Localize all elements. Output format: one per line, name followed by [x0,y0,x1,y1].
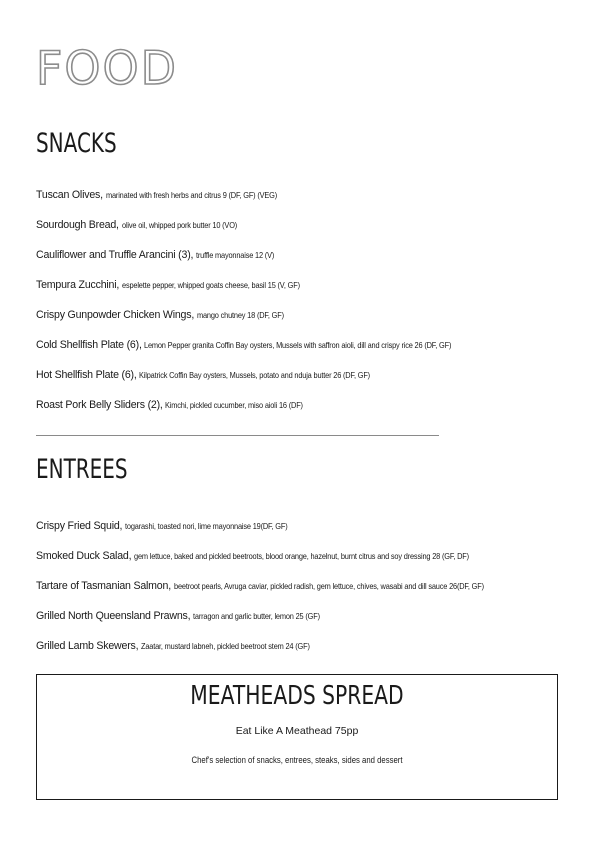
item-name: Tempura Zucchini, [36,279,120,291]
item-name: Tartare of Tasmanian Salmon, [36,580,171,592]
food-logo-graphic [36,44,186,90]
item-desc: Kimchi, pickled cucumber, miso aioli 16 (DF) [165,400,304,410]
snacks-title: SNACKS [36,128,117,159]
item-name: Crispy Fried Squid, [36,520,123,532]
item-desc: espelette pepper, whipped goats cheese, basil 15 (V, GF) [121,280,300,290]
menu-item [36,308,576,338]
menu-item [36,338,576,368]
menu-item [36,278,576,308]
menu-item [36,639,576,669]
item-name: Hot Shellfish Plate (6), [36,369,137,381]
spread-description: Chef's selection of snacks, entrees, steaks, sides and dessert [191,755,403,765]
item-name: Cauliflower and Truffle Arancini (3), [36,249,194,261]
item-name: Crispy Gunpowder Chicken Wings, [36,309,195,321]
snacks-list [36,188,576,428]
spread-title: MEATHEADS SPREAD [190,681,404,711]
menu-item [36,188,576,218]
item-name: Grilled North Queensland Prawns, [36,610,191,622]
menu-item [36,398,576,428]
menu-item [36,609,576,639]
item-desc: Zaatar, mustard labneh, pickled beetroot stem 24 (GF) [141,641,310,651]
item-desc: beetroot pearls, Avruga caviar, pickled radish, gem lettuce, chives, wasabi and dill sauce 26(DF, GF) [173,581,484,591]
meatheads-spread-box [36,674,558,800]
section-divider [36,435,439,436]
entrees-list [36,519,576,669]
spread-subtitle: Eat Like A Meathead 75pp [235,725,359,737]
item-name: Cold Shellfish Plate (6), [36,339,142,351]
item-desc: tarragon and garlic butter, lemon 25 (GF) [193,611,320,621]
menu-item [36,549,576,579]
menu-item [36,218,576,248]
item-name: Tuscan Olives, [36,189,103,201]
item-desc: olive oil, whipped pork butter 10 (VO) [121,220,237,230]
menu-item [36,368,576,398]
item-name: Grilled Lamb Skewers, [36,640,139,652]
item-desc: marinated with fresh herbs and citrus 9 (DF, GF) (VEG) [105,190,277,200]
item-desc: Kilpatrick Coffin Bay oysters, Mussels, potato and nduja butter 26 (DF, GF) [139,370,371,380]
entrees-title: ENTREES [36,454,128,485]
food-logo-text: FOOD [36,44,178,90]
item-name: Smoked Duck Salad, [36,550,132,562]
item-name: Roast Pork Belly Sliders (2), [36,399,163,411]
item-desc: Lemon Pepper granita Coffin Bay oysters, Mussels with saffron aioli, dill and crispy rice 26 (DF, GF) [144,340,452,350]
menu-item [36,579,576,609]
menu-item [36,519,576,549]
item-desc: truffle mayonnaise 12 (V) [196,250,275,260]
item-desc: gem lettuce, baked and pickled beetroots, blood orange, hazelnut, burnt citrus and soy dressing 28 (GF, DF) [134,551,469,561]
food-logo [36,44,186,90]
menu-item [36,248,576,278]
item-desc: togarashi, toasted nori, lime mayonnaise 19(DF, GF) [125,521,288,531]
item-desc: mango chutney 18 (DF, GF) [196,310,284,320]
item-name: Sourdough Bread, [36,219,119,231]
